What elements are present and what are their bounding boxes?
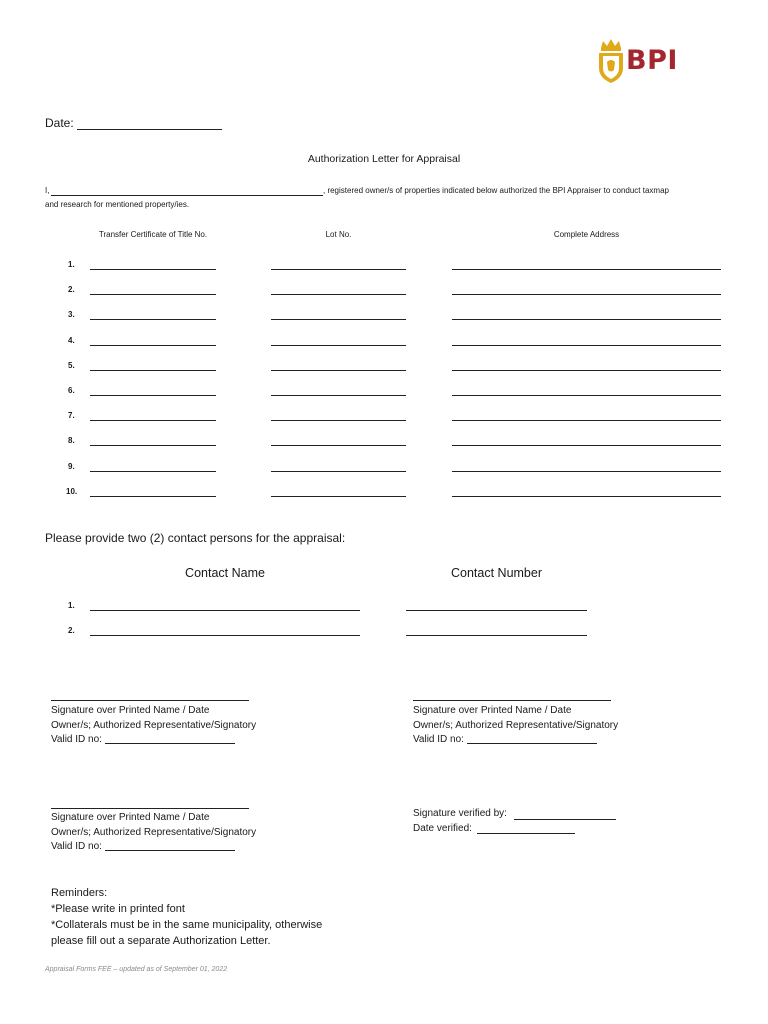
row-number: 3. bbox=[68, 310, 75, 320]
col-header-address: Complete Address bbox=[553, 230, 620, 239]
signature-block-2 bbox=[413, 704, 618, 748]
reminders-heading: Reminders: bbox=[51, 887, 108, 899]
col-header-tct: Transfer Certificate of Title No. bbox=[98, 230, 208, 239]
reminder-item: *Please write in printed font bbox=[51, 903, 185, 915]
valid-id-label: Valid ID no: bbox=[51, 734, 102, 745]
valid-id-label: Valid ID no: bbox=[413, 734, 464, 745]
address-field[interactable] bbox=[452, 420, 721, 421]
row-number: 2. bbox=[68, 626, 75, 635]
tct-field[interactable] bbox=[90, 345, 216, 346]
lot-field[interactable] bbox=[271, 370, 406, 371]
signature-block-3 bbox=[51, 811, 256, 855]
contact-name-field[interactable] bbox=[90, 635, 360, 636]
signature-block-1 bbox=[51, 704, 256, 748]
address-field[interactable] bbox=[452, 395, 721, 396]
verified-by-field[interactable] bbox=[514, 819, 616, 820]
tct-field[interactable] bbox=[90, 370, 216, 371]
signatory-label: Owner/s; Authorized Representative/Signatory bbox=[51, 826, 257, 838]
date-verified-field[interactable] bbox=[477, 833, 575, 834]
lot-field[interactable] bbox=[271, 395, 406, 396]
date-field[interactable] bbox=[77, 129, 222, 130]
contact-number-field[interactable] bbox=[406, 610, 587, 611]
address-field[interactable] bbox=[452, 471, 721, 472]
intro-line1: , registered owner/s of properties indicated below authorized the BPI Appraiser to conduct taxmap bbox=[323, 186, 669, 195]
owner-name-field[interactable] bbox=[51, 195, 323, 196]
lot-field[interactable] bbox=[271, 294, 406, 295]
tct-field[interactable] bbox=[90, 471, 216, 472]
date-label: Date: bbox=[45, 116, 74, 130]
intro-line2: and research for mentioned property/ies. bbox=[45, 200, 190, 209]
address-field[interactable] bbox=[452, 445, 721, 446]
contact-number-header: Contact Number bbox=[450, 566, 542, 580]
contact-number-field[interactable] bbox=[406, 635, 587, 636]
tct-field[interactable] bbox=[90, 445, 216, 446]
row-number: 9. bbox=[68, 461, 75, 471]
valid-id-field-3[interactable] bbox=[105, 850, 235, 851]
crown-shield-icon bbox=[596, 38, 626, 84]
reminder-item: *Collaterals must be in the same municipality, otherwise bbox=[51, 919, 323, 931]
date-verified-label: Date verified: bbox=[413, 822, 472, 834]
tct-field[interactable] bbox=[90, 294, 216, 295]
row-number: 1. bbox=[68, 260, 75, 269]
tct-field[interactable] bbox=[90, 395, 216, 396]
address-field[interactable] bbox=[452, 294, 721, 295]
verified-by-label: Signature verified by: bbox=[413, 808, 507, 819]
address-field[interactable] bbox=[452, 319, 721, 320]
lot-field[interactable] bbox=[271, 471, 406, 472]
valid-id-field-2[interactable] bbox=[467, 743, 597, 744]
row-number: 5. bbox=[68, 360, 75, 370]
signatory-label: Owner/s; Authorized Representative/Signatory bbox=[51, 719, 257, 731]
tct-field[interactable] bbox=[90, 269, 216, 270]
address-field[interactable] bbox=[452, 269, 721, 270]
tct-field[interactable] bbox=[90, 420, 216, 421]
row-number: 10. bbox=[66, 486, 78, 496]
valid-id-label: Valid ID no: bbox=[51, 841, 102, 852]
valid-id-field-1[interactable] bbox=[105, 743, 235, 744]
row-number: 4. bbox=[68, 335, 75, 345]
signatory-label: Owner/s; Authorized Representative/Signatory bbox=[413, 719, 619, 731]
lot-field[interactable] bbox=[271, 345, 406, 346]
row-number: 6. bbox=[68, 386, 75, 395]
lot-field[interactable] bbox=[271, 445, 406, 446]
lot-field[interactable] bbox=[271, 269, 406, 270]
lot-field[interactable] bbox=[271, 319, 406, 320]
intro-prefix: I, bbox=[45, 186, 50, 195]
reminders bbox=[51, 885, 322, 949]
lot-field[interactable] bbox=[271, 420, 406, 421]
signature-line-3[interactable] bbox=[51, 808, 249, 809]
contacts-prompt: Please provide two (2) contact persons for the appraisal: bbox=[45, 531, 346, 545]
logo-text: BPI bbox=[626, 45, 678, 76]
tct-field[interactable] bbox=[90, 319, 216, 320]
contact-name-header: Contact Name bbox=[185, 566, 265, 580]
footer-note: Appraisal Forms FEE – updated as of September 01, 2022 bbox=[45, 966, 228, 973]
bpi-logo bbox=[596, 38, 688, 86]
signature-line-2[interactable] bbox=[413, 700, 611, 701]
tct-field[interactable] bbox=[90, 496, 216, 497]
row-number: 7. bbox=[68, 411, 75, 421]
lot-field[interactable] bbox=[271, 496, 406, 497]
address-field[interactable] bbox=[452, 345, 721, 346]
signature-line-1[interactable] bbox=[51, 700, 249, 701]
address-field[interactable] bbox=[452, 496, 721, 497]
reminder-item: please fill out a separate Authorization Letter. bbox=[51, 935, 271, 947]
page-title: Authorization Letter for Appraisal bbox=[307, 153, 461, 165]
contact-name-field[interactable] bbox=[90, 610, 360, 611]
signature-label: Signature over Printed Name / Date bbox=[51, 812, 210, 823]
col-header-lot: Lot No. bbox=[325, 230, 352, 239]
row-number: 1. bbox=[68, 601, 75, 610]
signature-label: Signature over Printed Name / Date bbox=[51, 705, 210, 716]
verification-block bbox=[413, 807, 507, 836]
signature-label: Signature over Printed Name / Date bbox=[413, 705, 572, 716]
row-number: 2. bbox=[68, 285, 75, 295]
row-number: 8. bbox=[68, 436, 75, 446]
address-field[interactable] bbox=[452, 370, 721, 371]
